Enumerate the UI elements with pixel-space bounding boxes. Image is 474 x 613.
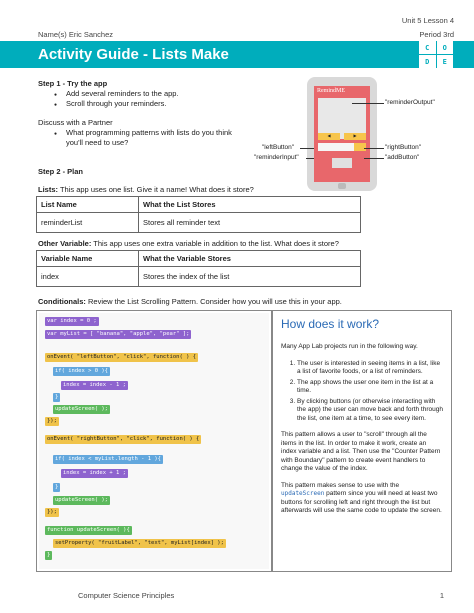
lists-label: Lists: bbox=[38, 185, 59, 194]
how-text: This pattern makes sense to use with the bbox=[281, 481, 400, 489]
other-variable-prompt bbox=[38, 239, 339, 249]
list-item: 1. The user is interested in seeing items in a list, like a list of favorite foods, or a list of reminders. bbox=[297, 360, 443, 377]
logo-letter: D bbox=[419, 55, 436, 68]
add-button bbox=[354, 143, 366, 151]
how-steps-list bbox=[297, 360, 443, 424]
page-title: Activity Guide - Lists Make bbox=[38, 46, 229, 63]
table-header-cell: List Name bbox=[37, 197, 139, 213]
discuss-question-cont: you'll need to use? bbox=[66, 138, 129, 147]
lists-text: This app uses one list. Give it a name! What does it store? bbox=[58, 185, 254, 194]
table-header-row bbox=[37, 197, 361, 213]
conditionals-label: Conditionals: bbox=[38, 297, 86, 306]
table-cell[interactable]: reminderList bbox=[37, 213, 139, 233]
pointer-line bbox=[306, 158, 314, 159]
table-cell[interactable]: Stores the index of the list bbox=[139, 267, 361, 287]
phone-mockup bbox=[307, 77, 377, 191]
logo-letter: O bbox=[437, 41, 454, 54]
label-right-button: "rightButton" bbox=[385, 144, 422, 151]
unit-lesson: Unit 5 Lesson 4 bbox=[401, 16, 454, 25]
period: Period 3rd bbox=[419, 30, 454, 39]
code-block-var-mylist: var myList = [ "banana", "apple", "pear" ]; bbox=[47, 331, 190, 337]
how-intro: Many App Lab projects run in the following way. bbox=[281, 343, 418, 350]
code-block-function-end: } bbox=[47, 552, 51, 558]
code-block-onevent-end: }); bbox=[47, 509, 57, 515]
code-block-function-def: function updateScreen( ){ bbox=[47, 527, 130, 533]
code-block-increment: index = index + 1 ; bbox=[63, 470, 126, 476]
footer-course: Computer Science Principles bbox=[78, 591, 175, 600]
lists-table bbox=[36, 196, 361, 233]
how-paragraph: This pattern allows a user to "scroll" through all the items in the list. In order to make it work, create an index variable and a list. Then use the "Counter Pattern with Boundary" pattern to create event handlers to change the value of the index. bbox=[281, 431, 441, 472]
right-arrow-button: ▶ bbox=[344, 133, 366, 140]
table-cell[interactable]: index bbox=[37, 267, 139, 287]
code-block-decrement: index = index - 1 ; bbox=[63, 382, 126, 388]
discuss-question: ● What programming patterns with lists do you think bbox=[66, 128, 232, 138]
table-header-cell: Variable Name bbox=[37, 251, 139, 267]
how-paragraph bbox=[281, 482, 443, 516]
other-label: Other Variable: bbox=[38, 239, 92, 248]
conditionals-text: Review the List Scrolling Pattern. Consider how you will use this in your app. bbox=[85, 297, 342, 306]
app-screen bbox=[314, 86, 370, 182]
label-left-button: "leftButton" bbox=[262, 144, 295, 151]
page-number: 1 bbox=[439, 591, 444, 600]
step2-heading: Step 2 - Plan bbox=[38, 167, 84, 176]
left-arrow-button: ◀ bbox=[318, 133, 340, 140]
variable-table bbox=[36, 250, 361, 287]
app-bottom-element bbox=[332, 158, 352, 168]
code-org-logo bbox=[419, 41, 453, 68]
app-title: RemindME bbox=[317, 88, 345, 94]
table-header-row bbox=[37, 251, 361, 267]
table-cell[interactable]: Stores all reminder text bbox=[139, 213, 361, 233]
code-block-onevent-right: onEvent( "rightButton", "click", function( ) { bbox=[47, 436, 200, 442]
phone-home-button bbox=[338, 183, 346, 189]
how-it-works-panel bbox=[272, 310, 452, 572]
code-block-if-end: } bbox=[55, 394, 59, 400]
lists-prompt bbox=[38, 185, 254, 195]
conditionals-prompt bbox=[38, 297, 342, 307]
label-add-button: "addButton" bbox=[385, 154, 420, 161]
list-item: 2. The app shows the user one item in the list at a time. bbox=[297, 379, 443, 396]
block-workspace bbox=[39, 313, 269, 569]
table-header-cell: What the Variable Stores bbox=[139, 251, 361, 267]
code-block-if-left: if( index > 0 ){ bbox=[55, 368, 108, 374]
pointer-line bbox=[364, 148, 384, 149]
code-keyword: updateScreen bbox=[281, 490, 325, 497]
step1-bullet: ● Add several reminders to the app. bbox=[66, 89, 179, 99]
table-row bbox=[37, 267, 361, 287]
code-block-if-end: } bbox=[55, 484, 59, 490]
list-item: 3. By clicking buttons (or otherwise interacting with the app) the user can move back and forth through the list, one item at a time, to see every item. bbox=[297, 398, 443, 424]
title-bar bbox=[0, 41, 474, 68]
step1-heading: Step 1 - Try the app bbox=[38, 79, 108, 88]
code-block-onevent-end: }); bbox=[47, 418, 57, 424]
table-row bbox=[37, 213, 361, 233]
code-block-onevent-left: onEvent( "leftButton", "click", function( ) { bbox=[47, 354, 197, 360]
logo-letter: E bbox=[437, 55, 454, 68]
code-blocks-panel bbox=[36, 310, 272, 572]
pointer-line bbox=[364, 158, 384, 159]
how-text: pattern since you will need at least two buttons for scrolling left and right through the list but afterwards will use the same code to update the screen. bbox=[281, 490, 442, 514]
step1-bullet: ● Scroll through your reminders. bbox=[66, 99, 166, 109]
table-header-cell: What the List Stores bbox=[139, 197, 361, 213]
other-text: This app uses one extra variable in addition to the list. What does it store? bbox=[91, 239, 339, 248]
student-names: Name(s) Eric Sanchez bbox=[38, 30, 114, 39]
code-block-update-call: updateScreen( ); bbox=[55, 406, 108, 412]
label-reminder-input: "reminderInput" bbox=[254, 154, 299, 161]
pointer-line bbox=[300, 148, 314, 149]
code-block-var-index: var index = 0 ; bbox=[47, 318, 97, 324]
code-block-update-call: updateScreen( ); bbox=[55, 497, 108, 503]
code-block-setproperty: setProperty( "fruitLabel", "text", myList[index] ); bbox=[55, 540, 224, 546]
pointer-line bbox=[352, 103, 384, 104]
logo-letter: C bbox=[419, 41, 436, 54]
discuss-heading: Discuss with a Partner bbox=[38, 118, 113, 127]
label-reminder-output: "reminderOutput" bbox=[385, 99, 435, 106]
code-block-if-right: if( index < myList.length - 1 ){ bbox=[55, 456, 161, 462]
how-title: How does it work? bbox=[281, 317, 380, 331]
